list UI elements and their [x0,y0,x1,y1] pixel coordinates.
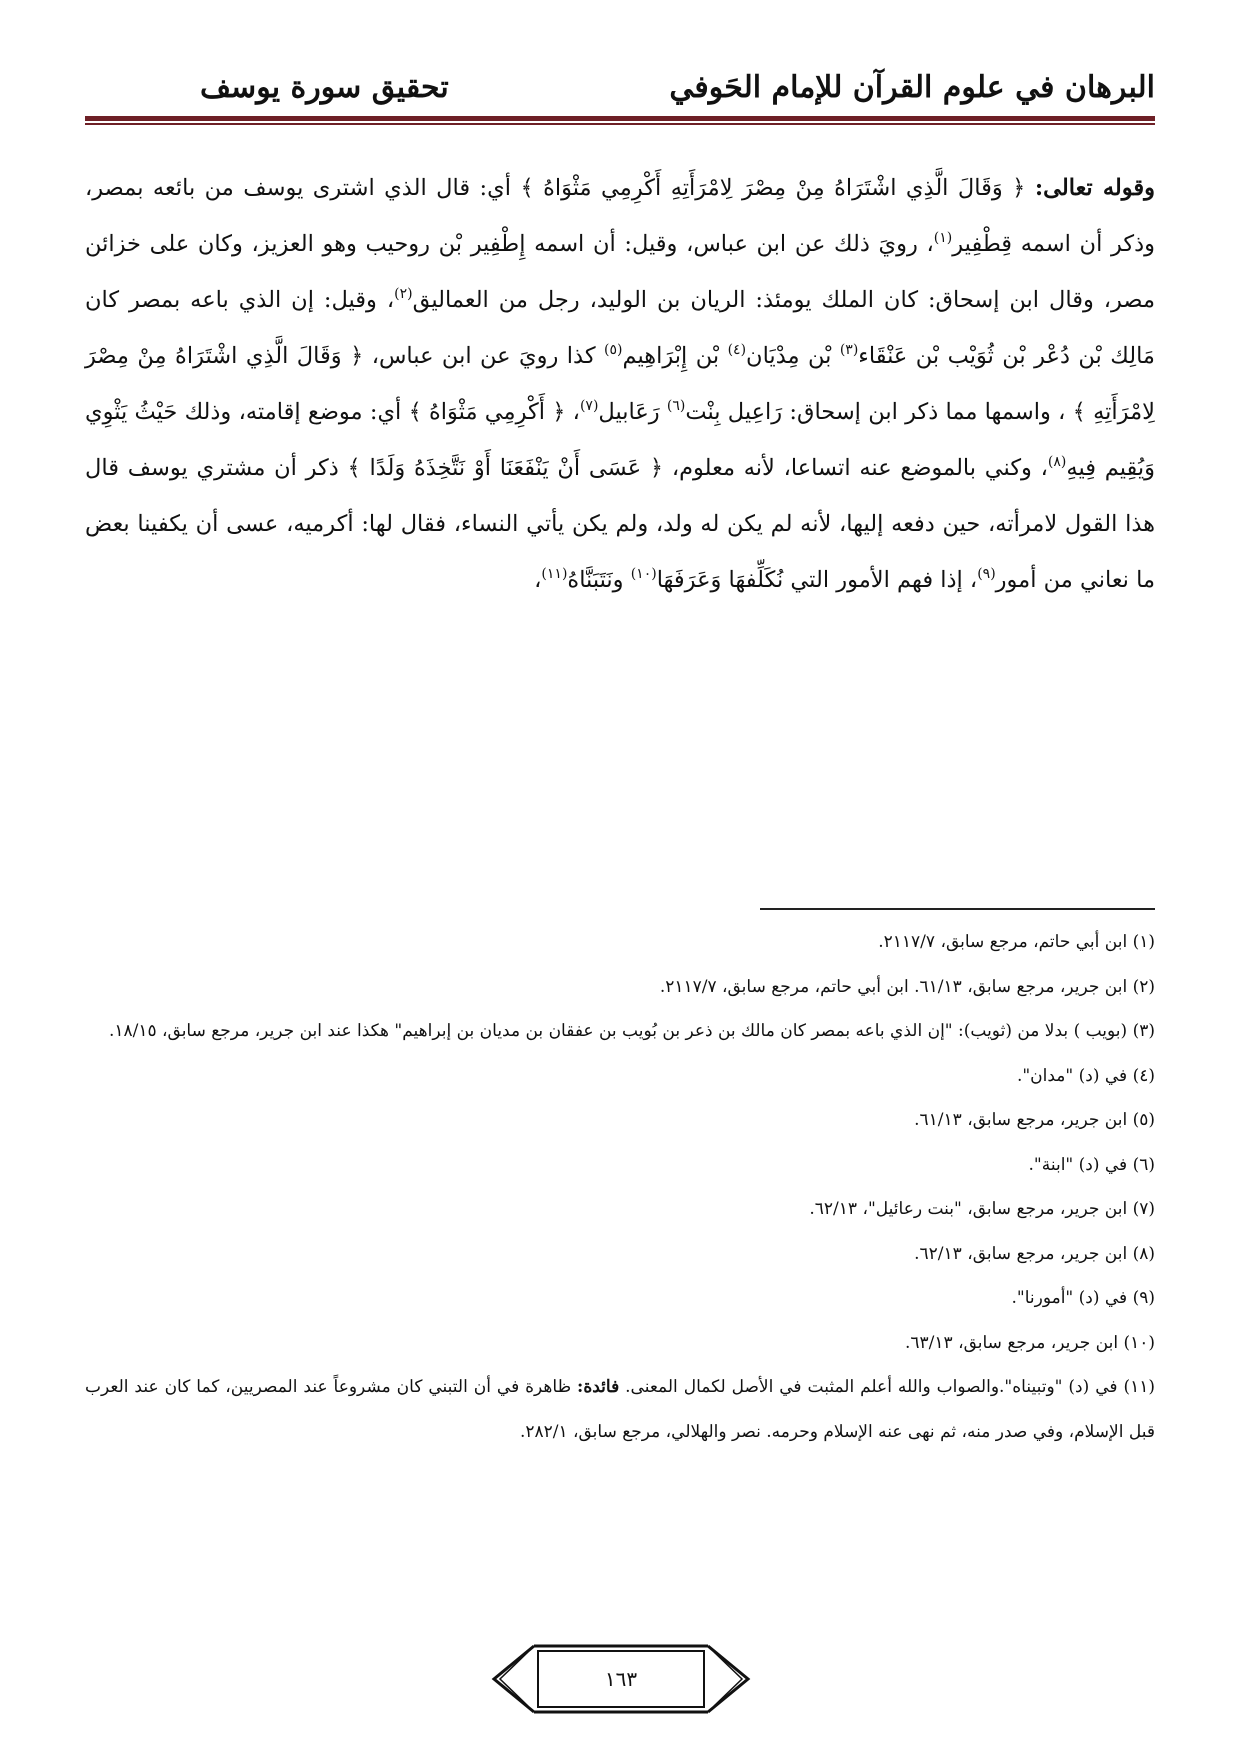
text-segment: رَعَابيل [598,399,667,425]
footnote-ref: (٣) [839,342,859,358]
footnote-2: (٢) ابن جرير، مرجع سابق، ٦١/١٣. ابن أبي حاتم، مرجع سابق، ٢١١٧/٧. [659,976,1155,997]
footnote-ref: (٢) [394,286,413,302]
text-segment: ، ﴿ أَكْرِمِي مَثْوَاهُ ﴾ أي: موضع إقامته، وذلك حَيْثُ يَثْوِي وَيُقِيم فِيهِ [85,399,1155,481]
footnote-7: (٧) ابن جرير، مرجع سابق، "بنت رعائيل"، ٦٢/١٣. [809,1199,1155,1219]
page-number: ١٦٣ [604,1667,638,1691]
footnote-ref: (١٠) [630,566,657,582]
lead-phrase: وقوله تعالى: [1034,175,1155,201]
footnote-11-text-cont: ظاهرة في أن التبني كان مشروعاً عند المصريين، كما كان عند العرب قبل الإسلام، وفي صدر منه، ثم نهى عنه الإسلام وحرمه. نصر والهلالي، مرجع سابق، ٢٨٢/١. [85,1377,1155,1442]
text-segment: ، وقيل: إن الذي باعه بمصر كان مَالِك بْن دُعْر بْن ثُوَيْب بْن عَنْقَاء [85,287,1155,369]
footnote-ref: (١) [933,230,953,246]
footnote-ref: (٨) [1047,454,1067,470]
footnote-ref: (٩) [977,566,996,582]
footnote-ref: (١١) [541,566,568,582]
main-text [85,160,1155,608]
footnote-10: (١٠) ابن جرير، مرجع سابق، ٦٣/١٣. [905,1332,1155,1353]
header-rule-thin [85,123,1155,125]
text-segment: ، إذا فهم الأمور التي نُكَلِّفهَا وَعَرَفَهَا [656,567,978,593]
footnote-8: (٨) ابن جرير، مرجع سابق، ٦٢/١٣. [914,1243,1155,1264]
footnote-11-text: (١١) في (د) "وتبيناه".والصواب والله أعلم المثبت في الأصل لكمال المعنى. [619,1377,1155,1397]
footnote-11-benefit-label: فائدة: [577,1377,620,1397]
footnote-ref: (٥) [604,342,623,358]
footnote-ref: (٤) [727,342,747,358]
text-segment: بْن إِبْرَاهِيم [622,343,728,369]
book-title: البرهان في علوم القرآن للإمام الحَوفي [669,70,1155,105]
text-segment: ، [534,567,542,593]
text-segment: ﴿ وَقَالَ الَّذِي اشْتَرَاهُ مِنْ مِصْرَ لِامْرَأَتِهِ أَكْرِمِي مَثْوَاهُ ﴾ أي: قال الذي اشترى يوسف من بائعه بمصر، وذكر أن اسمه قِطْفِير [85,175,1155,257]
text-segment: ، وكني بالموضع عنه اتساعا، لأنه معلوم، ﴿ عَسَى أَنْ يَنْفَعَنَا أَوْ نَتَّخِذَهُ وَلَدًا ﴾ ذكر أن مشتري يوسف قال هذا القول لامرأته، حين دفعه إليها، لأنه لم يكن له ولد، ولم يكن يأتي النساء، فقال لها: أكرميه، عسى أن يكفينا بعض ما نعاني من أمور [85,455,1156,593]
footnote-ref: (٦) [666,398,686,414]
header-double-rule [85,116,1155,125]
footnote-1: (١) ابن أبي حاتم، مرجع سابق، ٢١١٧/٧. [878,932,1155,952]
footnote-separator [760,908,1155,910]
text-segment: كذا رويَ عن ابن عباس، ﴿ وَقَالَ الَّذِي اشْتَرَاهُ مِنْ مِصْرَ لِامْرَأَتِهِ ﴾ ، واسمها مما ذكر ابن إسحاق: رَاعِيل بِنْت [85,343,1155,425]
footnote-ref: (٧) [579,398,599,414]
footnote-9: (٩) في (د) "أمورنا". [1011,1288,1155,1308]
footnote-5: (٥) ابن جرير، مرجع سابق، ٦١/١٣. [914,1110,1155,1130]
footnotes-list [85,920,1155,1454]
text-segment: ونَتَبَنَّاهُ [567,567,631,593]
footnote-6: (٦) في (د) "ابنة". [1028,1154,1155,1175]
footnote-4: (٤) في (د) "مدان". [1016,1065,1155,1086]
text-segment: بْن مِدْيَان [746,343,840,369]
footnote-11 [85,1365,1155,1454]
section-title: تحقيق سورة يوسف [200,70,449,105]
header-rule-thick [85,116,1155,121]
running-header [85,60,1155,116]
footnote-3: (٣) (بويب ) بدلا من (ثويب): "إن الذي باعه بمصر كان مالك بن ذعر بن بُويب بن عفقان بن مديان بن إبراهيم" هكذا عند ابن جرير، مرجع سابق، ١٨/١٥. [108,1021,1155,1041]
text-segment: ، رويَ ذلك عن ابن عباس، وقيل: أن اسمه إِطْفِير بْن روحيب وهو العزيز، وكان على خزائن مصر، وقال ابن إسحاق: كان الملك يومئذ: الريان بن الوليد، رجل من العماليق [85,231,1155,313]
